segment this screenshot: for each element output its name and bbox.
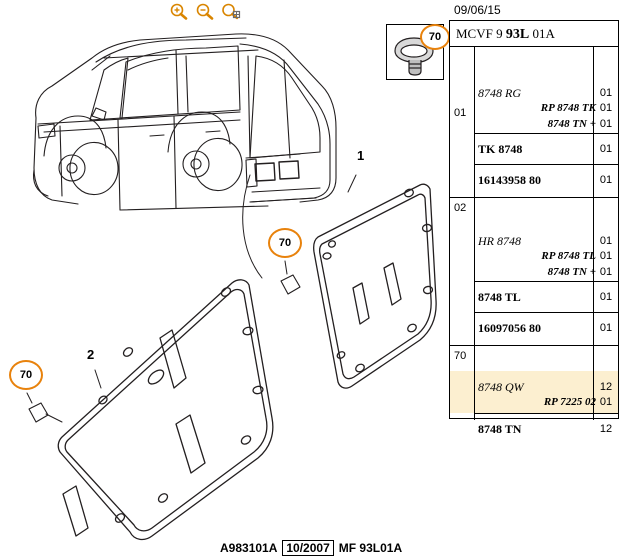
footer-code: MF 93L01A xyxy=(338,541,403,555)
panel-title-suffix: 01A xyxy=(532,26,555,41)
row-02-1-ref: HR 8748 xyxy=(478,234,521,248)
row-divider-01b xyxy=(474,164,618,165)
row-01-5[interactable] xyxy=(450,166,618,194)
group-01-number: 01 xyxy=(454,107,467,119)
callout-label-2: 2 xyxy=(87,347,95,362)
callout-label-1: 1 xyxy=(357,148,365,163)
row-01-1-qty: 01 xyxy=(599,87,613,99)
row-divider-01a xyxy=(474,133,618,134)
row-01-5-qty: 01 xyxy=(599,174,613,186)
row-02-5-ref: 16097056 80 xyxy=(478,321,541,335)
group-divider-01-02 xyxy=(450,197,618,198)
row-02-2-note: RP 8748 TL xyxy=(541,250,596,262)
row-70-2[interactable] xyxy=(450,393,618,411)
panel-date: 09/06/15 xyxy=(454,3,501,17)
row-02-5-qty: 01 xyxy=(599,322,613,334)
row-70-1-ref: 8748 QW xyxy=(478,380,524,394)
row-02-5[interactable] xyxy=(450,314,618,342)
callout-bubble-70-middle: 70 xyxy=(268,228,302,258)
row-divider-70a xyxy=(474,413,618,414)
footer-drawing-number: A983101A xyxy=(220,541,278,555)
row-01-5-ref: 16143958 80 xyxy=(478,173,541,187)
row-70-3[interactable] xyxy=(450,415,618,443)
row-02-3[interactable] xyxy=(450,263,618,281)
row-70-2-note: RP 7225 02 xyxy=(543,396,596,408)
part-1-panel xyxy=(314,184,436,388)
group-divider-02-70 xyxy=(450,345,618,346)
drawing-footer xyxy=(220,540,450,556)
row-70-3-qty: 12 xyxy=(599,423,613,435)
row-divider-02b xyxy=(474,312,618,313)
row-01-3-qty: 01 xyxy=(599,118,613,130)
vehicle-illustration xyxy=(34,34,336,210)
footer-date: 10/2007 xyxy=(282,540,333,556)
row-70-3-ref: 8748 TN xyxy=(478,422,522,436)
group-02-number: 02 xyxy=(454,202,467,214)
parts-table xyxy=(449,20,619,436)
row-01-2-note: RP 8748 TK xyxy=(540,102,596,114)
row-02-3-qty: 01 xyxy=(599,266,613,278)
row-02-3-note: 8748 TN + xyxy=(547,266,596,278)
callout-bubble-70-top: 70 xyxy=(420,24,450,50)
row-01-4[interactable] xyxy=(450,135,618,163)
row-divider-02a xyxy=(474,281,618,282)
parts-panel xyxy=(448,0,622,558)
part-2-panel xyxy=(58,280,273,540)
clip-symbol-middle xyxy=(281,275,300,294)
row-02-4[interactable] xyxy=(450,283,618,311)
row-01-1-ref: 8748 RG xyxy=(478,86,521,100)
clip-symbol-left xyxy=(29,403,48,422)
row-01-3[interactable] xyxy=(450,115,618,133)
panel-title-code: 93L xyxy=(505,27,530,42)
row-01-4-ref: TK 8748 xyxy=(478,142,523,156)
row-02-2-qty: 01 xyxy=(599,250,613,262)
row-02-4-ref: 8748 TL xyxy=(478,290,521,304)
row-01-3-note: 8748 TN + xyxy=(547,118,596,130)
group-70-number: 70 xyxy=(454,350,467,362)
callout-bubble-70-left: 70 xyxy=(9,360,43,390)
row-70-2-qty: 01 xyxy=(599,396,613,408)
row-70-1-qty: 12 xyxy=(599,381,613,393)
row-02-4-qty: 01 xyxy=(599,291,613,303)
row-01-2-qty: 01 xyxy=(599,102,613,114)
panel-title-prefix: MCVF 9 xyxy=(456,26,503,41)
panel-title xyxy=(450,21,618,47)
row-02-1-qty: 01 xyxy=(599,235,613,247)
row-01-4-qty: 01 xyxy=(599,143,613,155)
